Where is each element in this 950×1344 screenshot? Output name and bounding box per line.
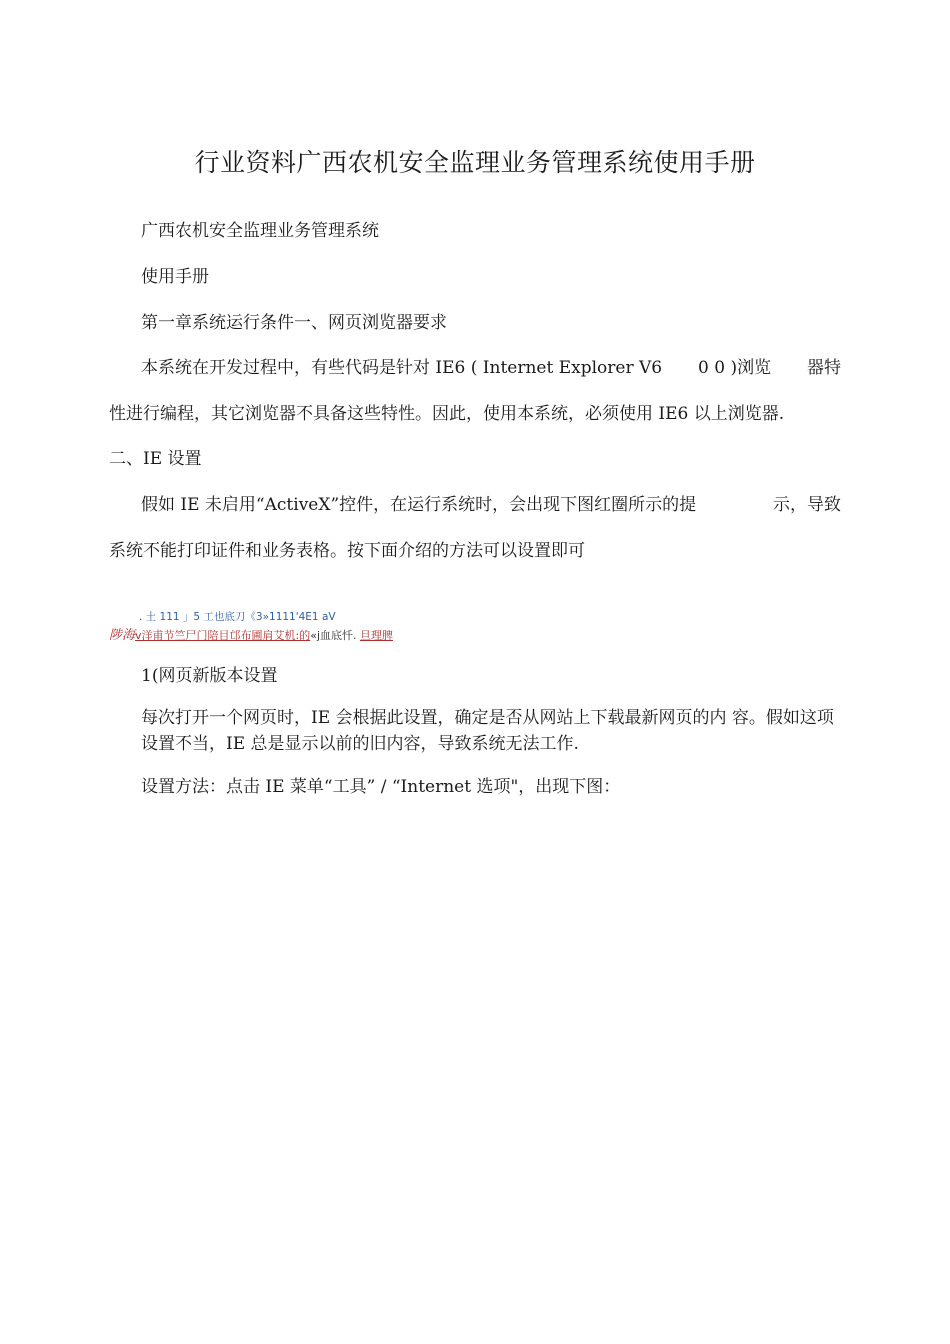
text-segment: 器特 (807, 358, 841, 378)
item-1-heading: 1(网页新版本设置 (141, 666, 278, 686)
document-title: 行业资料广西农机安全监理业务管理系统使用手册 (194, 148, 756, 177)
screenshot-info-bar (109, 624, 393, 643)
embedded-screenshot-strip (109, 607, 549, 643)
text-segment: 0 0 )浏览 (698, 358, 772, 378)
paragraph-2-line-1 (141, 490, 841, 515)
screenshot-text-a: 陟海 (109, 628, 136, 643)
screenshot-text-b: v洋甫节竺尸门陪目邙布圃肩艾机:的 (135, 629, 311, 642)
chapter-heading: 第一章系统运行条件一、网页浏览器要求 (141, 313, 447, 333)
paragraph-3 (109, 705, 841, 757)
text-segment: 示，导致 (773, 495, 841, 515)
screenshot-toolbar-text: . 土 111 」5 工也底刀《3»1111'4E1 aV (139, 611, 336, 623)
section-heading-ie: 二、IE 设置 (109, 449, 202, 469)
text-segment: 假如 IE 未启用“ActiveX”控件，在运行系统时，会出现下图红圈所示的提 (141, 495, 697, 515)
paragraph-1-line-2: 性进行编程，其它浏览器不具备这些特性。因此，使用本系统，必须使用 IE6 以上浏览器. (109, 404, 785, 424)
text-segment: 本系统在开发过程中，有些代码是针对 IE6 ( Internet Explorer V6 (141, 358, 663, 378)
paragraph-3-text: 每次打开一个网页时，IE 会根据此设置，确定是否从网站上下载最新网页的内 容。假如这项设置不当，IE 总是显示以前的旧内容，导致系统无法工作. (141, 708, 834, 754)
manual-line: 使用手册 (141, 267, 209, 287)
system-name-line: 广西农机安全监理业务管理系统 (141, 221, 379, 241)
paragraph-2-line-2: 系统不能打印证件和业务表格。按下面介绍的方法可以设置即可 (109, 541, 585, 561)
screenshot-text-c: «j血底忏. (310, 629, 361, 642)
paragraph-1-line-1 (141, 353, 841, 378)
screenshot-text-d: 旦理脾 (360, 629, 394, 642)
paragraph-4: 设置方法：点击 IE 菜单“工具” / “Internet 选项"，出现下图： (141, 777, 621, 797)
